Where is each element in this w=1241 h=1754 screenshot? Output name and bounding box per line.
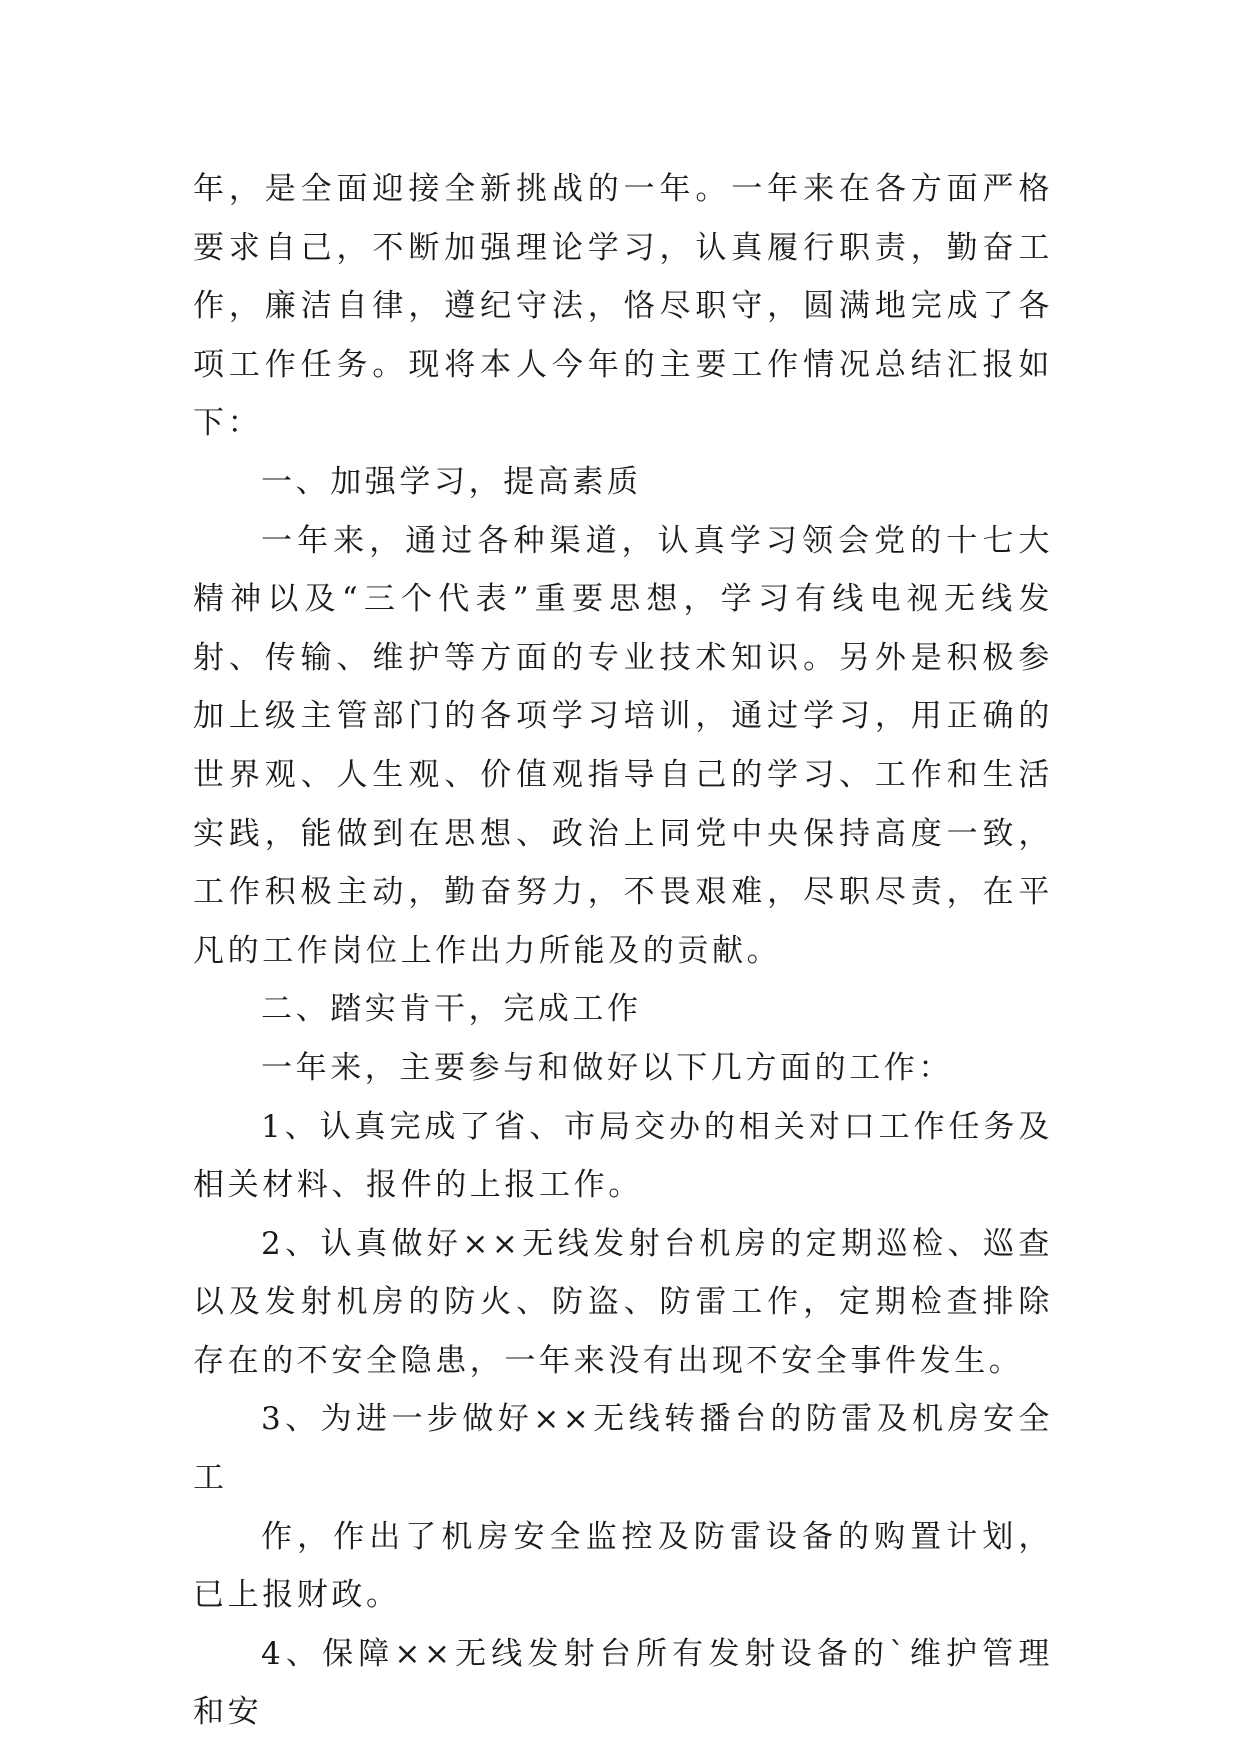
section-heading-2: 二、踏实肯干，完成工作 [261,991,642,1028]
paragraph-work-intro: 一年来，主要参与和做好以下几方面的工作： [261,1049,953,1086]
section-heading-1: 一、加强学习，提高素质 [261,463,642,500]
document-body [193,160,1053,1742]
paragraph-intro: 年，是全面迎接全新挑战的一年。一年来在各方面严格要求自己，不断加强理论学习，认真履行职责，勤奋工作，廉洁自律，遵纪守法，恪尽职守，圆满地完成了各项工作任务。现将本人今年的主要工作情况总结汇报如下： [193,171,1053,442]
list-item-2: 2、认真做好××无线发射台机房的定期巡检、巡查以及发射机房的防火、防盗、防雷工作，定期检查排除存在的不安全隐患，一年来没有出现不安全事件发生。 [193,1225,1053,1379]
list-item-3-continued: 作，作出了机房安全监控及防雷设备的购置计划，已上报财政。 [193,1518,1053,1614]
list-item-1: 1、认真完成了省、市局交办的相关对口工作任务及相关材料、报件的上报工作。 [193,1108,1053,1204]
list-item-4: 4、保障××无线发射台所有发射设备的`维护管理和安 [193,1635,1053,1731]
paragraph-study: 一年来，通过各种渠道，认真学习领会党的十七大精神以及“三个代表”重要思想，学习有线电视无线发射、传输、维护等方面的专业技术知识。另外是积极参加上级主管部门的各项学习培训，通过学习，用正确的世界观、人生观、价值观指导自己的学习、工作和生活实践，能做到在思想、政治上同党中央保持高度一致，工作积极主动，勤奋努力，不畏艰难，尽职尽责，在平凡的工作岗位上作出力所能及的贡献。 [193,522,1053,969]
list-item-3: 3、为进一步做好××无线转播台的防雷及机房安全工 [193,1401,1053,1497]
